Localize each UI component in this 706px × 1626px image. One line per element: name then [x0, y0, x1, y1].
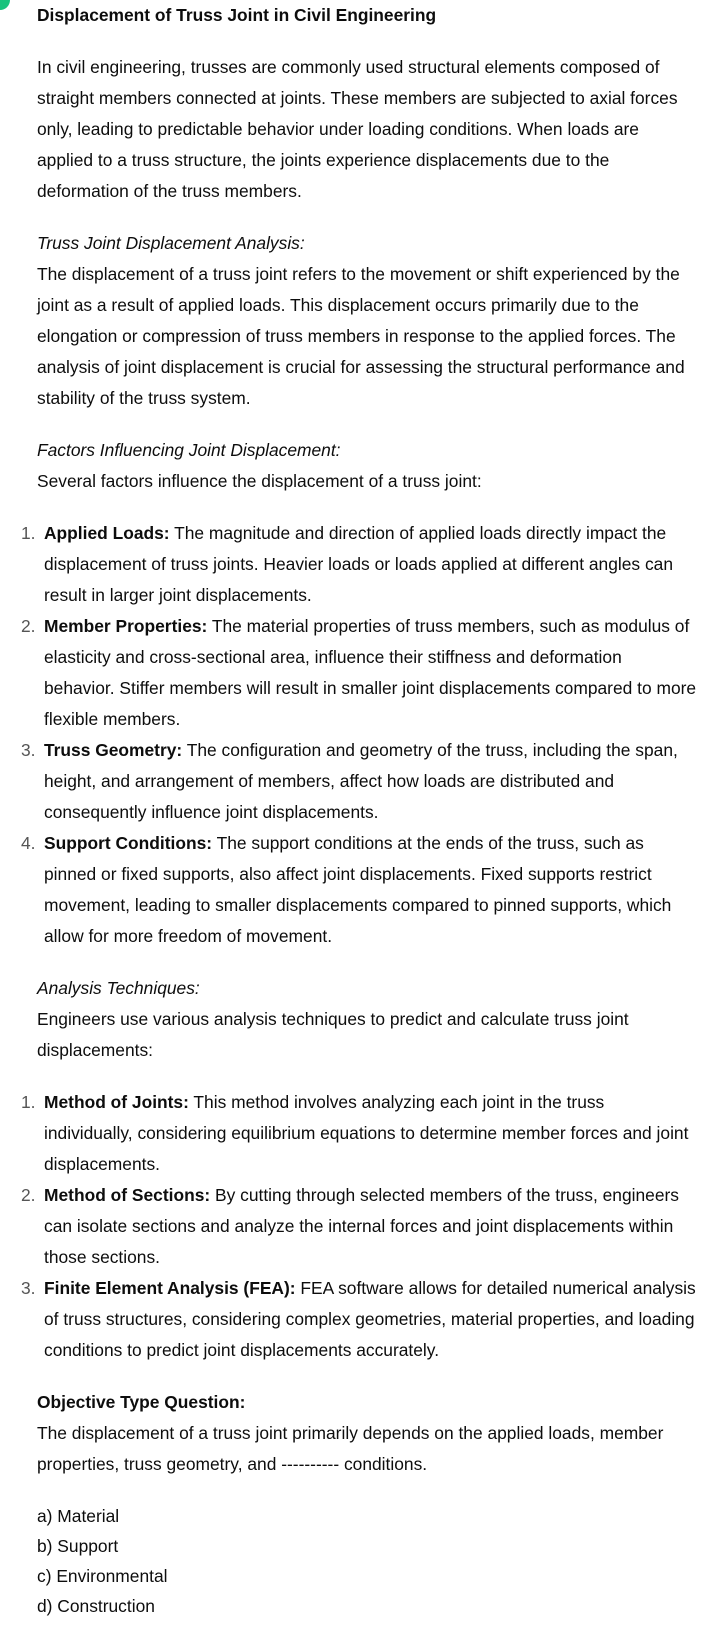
list-item-text: By cutting through selected members of the truss, engineers can isolate sections and analyze the internal forces and joint displacements within those sections. [44, 1185, 679, 1267]
question-heading: Objective Type Question: [37, 1392, 246, 1412]
list-item-text: The material properties of truss members, such as modulus of elasticity and cross-sectional area, influence their stiffness and deformation behavior. Stiffer members will result in smaller joint displacements compared to more flexible members. [44, 616, 697, 729]
list-item [21, 1087, 697, 1180]
list-item [21, 611, 697, 735]
list-item [21, 828, 697, 952]
factors-list [21, 518, 697, 952]
section-paragraph: Engineers use various analysis techniques to predict and calculate truss joint displacements: [37, 1009, 629, 1060]
section-heading: Truss Joint Displacement Analysis: [37, 233, 305, 253]
section-paragraph: Several factors influence the displacement of a truss joint: [37, 471, 482, 491]
list-item-label: Support Conditions: [44, 833, 213, 853]
section-heading: Analysis Techniques: [37, 978, 200, 998]
intro-paragraph: In civil engineering, trusses are commonly used structural elements composed of straight members connected at joints. These members are subjected to axial forces only, leading to predictable behavior under loading conditions. When loads are applied to a truss structure, the joints experience displacements due to the deformation of the truss members. [37, 57, 678, 201]
list-item-text: The support conditions at the ends of the truss, such as pinned or fixed supports, also affect joint displacements. Fixed supports restrict movement, leading to smaller displacements compared to pinned supports, which allow for more freedom of movement. [44, 833, 672, 946]
list-item-label: Method of Sections: [44, 1185, 211, 1205]
list-item-label: Finite Element Analysis (FEA): [44, 1278, 296, 1298]
objective-question [37, 1387, 697, 1480]
list-item [21, 1180, 697, 1273]
list-number: 2. [21, 1185, 36, 1205]
section-analysis-techniques [37, 973, 697, 1066]
question-text: The displacement of a truss joint primarily depends on the applied loads, member properties, truss geometry, and ---------- conditions. [37, 1423, 664, 1474]
answer-option-b: b) Support [37, 1536, 119, 1556]
list-number: 1. [21, 523, 36, 543]
list-number: 4. [21, 833, 36, 853]
list-number: 3. [21, 740, 36, 760]
article-title: Displacement of Truss Joint in Civil Engineering [37, 5, 437, 25]
list-item-label: Applied Loads: [44, 523, 170, 543]
list-item-text: This method involves analyzing each joint in the truss individually, considering equilibrium equations to determine member forces and joint displacements. [44, 1092, 689, 1174]
assistant-avatar-icon [0, 0, 10, 10]
list-item-text: FEA software allows for detailed numerical analysis of truss structures, considering complex geometries, material properties, and loading conditions to predict joint displacements accurately. [44, 1278, 696, 1360]
techniques-list [21, 1087, 697, 1366]
answer-option-d: d) Construction [37, 1596, 155, 1616]
message-content [21, 0, 697, 1621]
answer-options [37, 1501, 697, 1621]
list-item [21, 735, 697, 828]
section-displacement-analysis [37, 228, 697, 414]
section-paragraph: The displacement of a truss joint refers to the movement or shift experienced by the joint as a result of applied loads. This displacement occurs primarily due to the elongation or compression of truss members in response to the applied forces. The analysis of joint displacement is crucial for assessing the structural performance and stability of the truss system. [37, 264, 685, 408]
section-heading: Factors Influencing Joint Displacement: [37, 440, 341, 460]
list-item-label: Member Properties: [44, 616, 208, 636]
list-item-text: The magnitude and direction of applied loads directly impact the displacement of truss joints. Heavier loads or loads applied at different angles can result in larger joint displacements. [44, 523, 674, 605]
list-item-label: Truss Geometry: [44, 740, 183, 760]
list-item [21, 1273, 697, 1366]
list-item-text: The configuration and geometry of the truss, including the span, height, and arrangement of members, affect how loads are distributed and consequently influence joint displacements. [44, 740, 678, 822]
list-item-label: Method of Joints: [44, 1092, 189, 1112]
answer-option-c: c) Environmental [37, 1566, 168, 1586]
list-number: 3. [21, 1278, 36, 1298]
list-item [21, 518, 697, 611]
section-factors [37, 435, 697, 497]
answer-option-a: a) Material [37, 1506, 120, 1526]
list-number: 1. [21, 1092, 36, 1112]
list-number: 2. [21, 616, 36, 636]
